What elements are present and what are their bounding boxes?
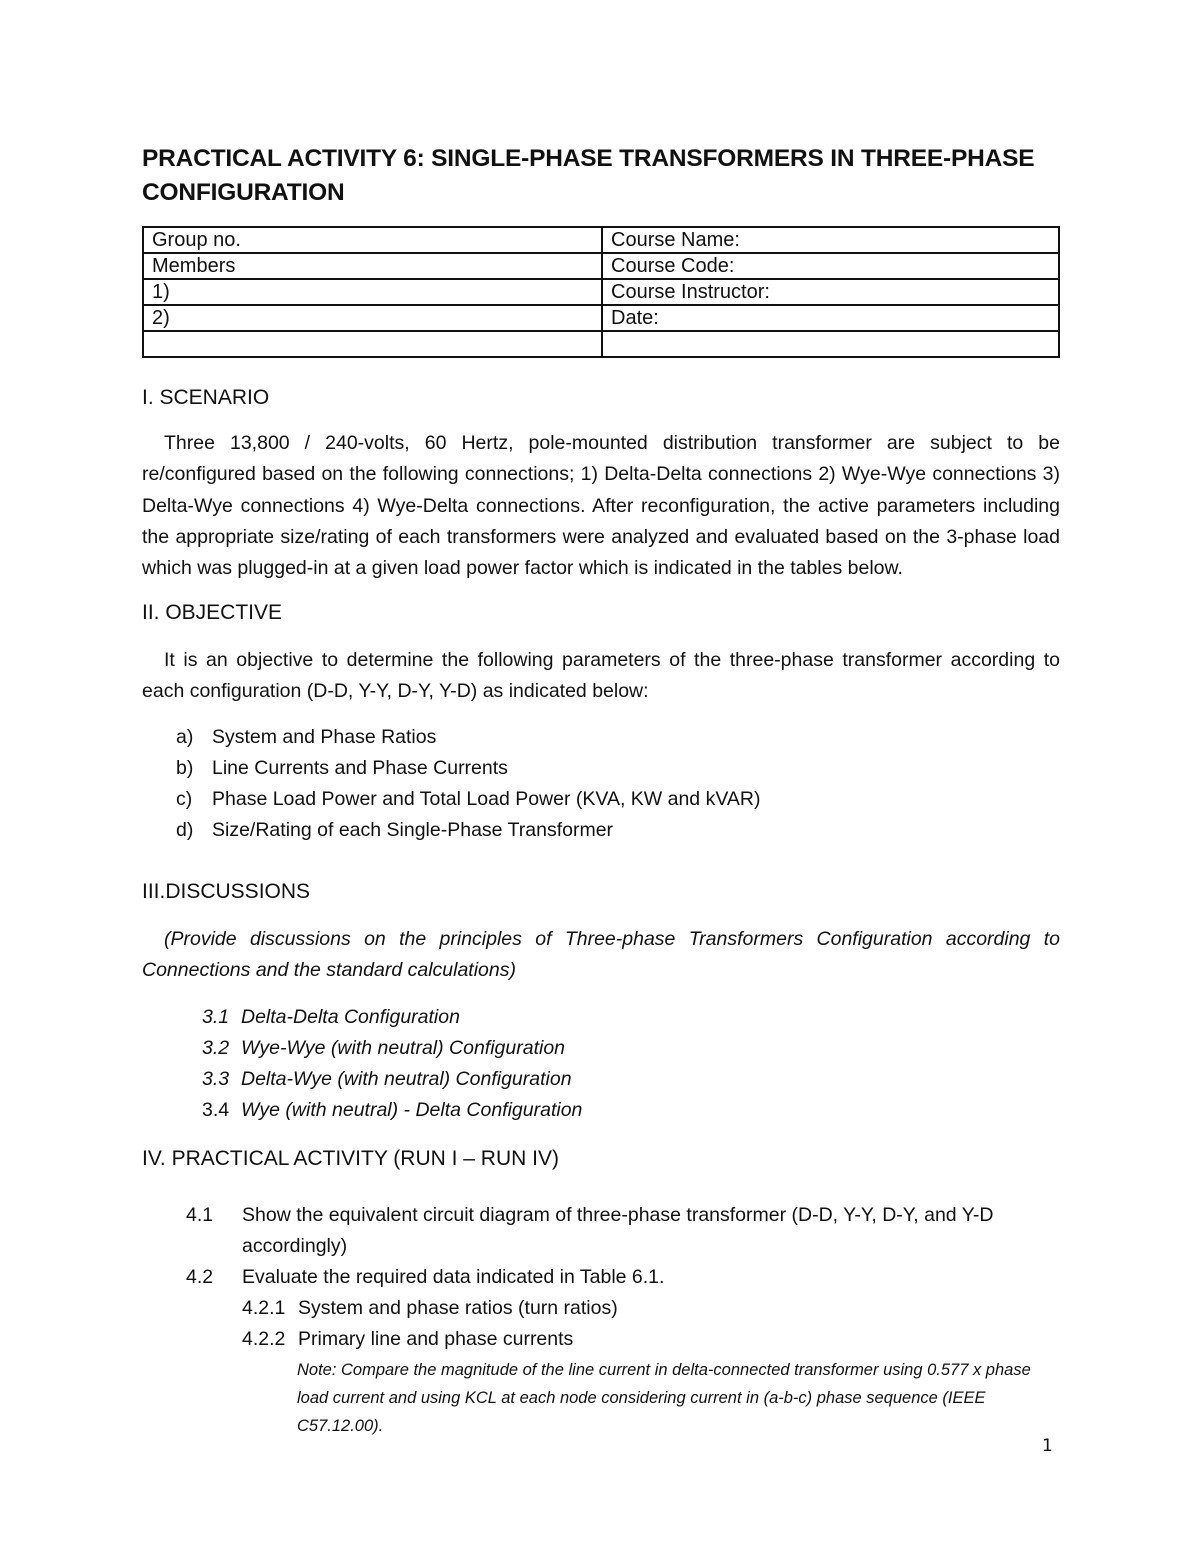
list-item (202, 1064, 582, 1095)
list-marker: a) (176, 726, 194, 748)
table-cell: Members (143, 253, 602, 279)
list-text: Show the equivalent circuit diagram of three-phase transformer (D-D, Y-Y, D-Y, and Y-D accordingly) (242, 1204, 994, 1257)
discussions-heading: III.DISCUSSIONS (142, 880, 311, 903)
list-text: Primary line and phase currents (298, 1328, 574, 1350)
list-item (176, 753, 760, 784)
list-marker: d) (176, 819, 194, 841)
scenario-text: Three 13,800 / 240-volts, 60 Hertz, pole-mounted distribution transformer are subject to be re/configured based on the following connections; 1) Delta-Delta connections 2) Wye-Wye connections 3) Delta-Wye connections 4) Wye-Delta connections. After reconfiguration, the active parameters including the appropriate size/rating of each transformers were analyzed and evaluated based on the 3-phase load which was plugged-in at a given load power factor which is indicated in the tables below. (142, 432, 1060, 580)
practical-item-4-1 (186, 1200, 1016, 1262)
practical-heading: IV. PRACTICAL ACTIVITY (RUN I – RUN IV) (142, 1147, 559, 1170)
practical-item-4-2 (186, 1262, 1016, 1293)
document-title: PRACTICAL ACTIVITY 6: SINGLE-PHASE TRANSFORMERS IN THREE-PHASE CONFIGURATION (142, 145, 1035, 206)
objective-heading: II. OBJECTIVE (142, 601, 283, 624)
scenario-heading: I. SCENARIO (142, 386, 270, 409)
list-marker: 3.4 (202, 1099, 230, 1121)
list-marker: b) (176, 757, 194, 779)
discussions-list (202, 1002, 582, 1126)
page-number: 1 (1042, 1436, 1053, 1456)
list-text: Phase Load Power and Total Load Power (KVA, KW and kVAR) (212, 788, 761, 810)
list-text: Evaluate the required data indicated in Table 6.1. (242, 1266, 665, 1288)
table-row (143, 279, 1059, 305)
list-marker: 4.2 (186, 1266, 214, 1288)
list-item (242, 1293, 618, 1324)
table-cell: Date: (602, 305, 1059, 331)
list-text: Delta-Delta Configuration (241, 1006, 460, 1028)
objective-list (176, 722, 760, 846)
table-row (143, 331, 1059, 357)
list-marker: c) (176, 788, 193, 810)
list-marker: 3.3 (202, 1068, 230, 1090)
list-text: System and Phase Ratios (212, 726, 437, 748)
list-marker: 4.2.2 (242, 1328, 286, 1350)
table-cell: Group no. (143, 227, 602, 253)
table-row (143, 253, 1059, 279)
list-item (176, 815, 760, 846)
list-item (242, 1324, 618, 1355)
table-cell (143, 331, 602, 357)
practical-note: Note: Compare the magnitude of the line current in delta-connected transformer using 0.577 x phase load current and using KCL at each node considering current in (a-b-c) phase sequence (IEEE C57.12.00). (297, 1361, 1031, 1435)
table-cell: Course Instructor: (602, 279, 1059, 305)
table-cell: 2) (143, 305, 602, 331)
table-cell: 1) (143, 279, 602, 305)
table-cell: Course Name: (602, 227, 1059, 253)
list-text: Line Currents and Phase Currents (212, 757, 508, 779)
list-marker: 3.1 (202, 1006, 230, 1028)
list-item (202, 1033, 582, 1064)
list-text: System and phase ratios (turn ratios) (298, 1297, 618, 1319)
objective-text: It is an objective to determine the following parameters of the three-phase transformer according to each configuration (D-D, Y-Y, D-Y, Y-D) as indicated below: (142, 649, 1060, 703)
table-cell (602, 331, 1059, 357)
list-text: Delta-Wye (with neutral) Configuration (241, 1068, 572, 1090)
list-item (202, 1002, 582, 1033)
list-item (176, 722, 760, 753)
list-marker: 4.1 (186, 1204, 214, 1226)
list-marker: 4.2.1 (242, 1297, 286, 1319)
list-marker: 3.2 (202, 1037, 230, 1059)
list-text: Size/Rating of each Single-Phase Transformer (212, 819, 614, 841)
table-row (143, 227, 1059, 253)
info-table (142, 226, 1060, 358)
list-item (202, 1095, 582, 1126)
table-row (143, 305, 1059, 331)
table-cell: Course Code: (602, 253, 1059, 279)
discussions-text: (Provide discussions on the principles of Three-phase Transformers Configuration according to Connections and the standard calculations) (142, 928, 1060, 982)
list-item (176, 784, 760, 815)
list-text: Wye-Wye (with neutral) Configuration (241, 1037, 566, 1059)
list-text: Wye (with neutral) - Delta Configuration (241, 1099, 583, 1121)
practical-subitems (242, 1293, 618, 1355)
